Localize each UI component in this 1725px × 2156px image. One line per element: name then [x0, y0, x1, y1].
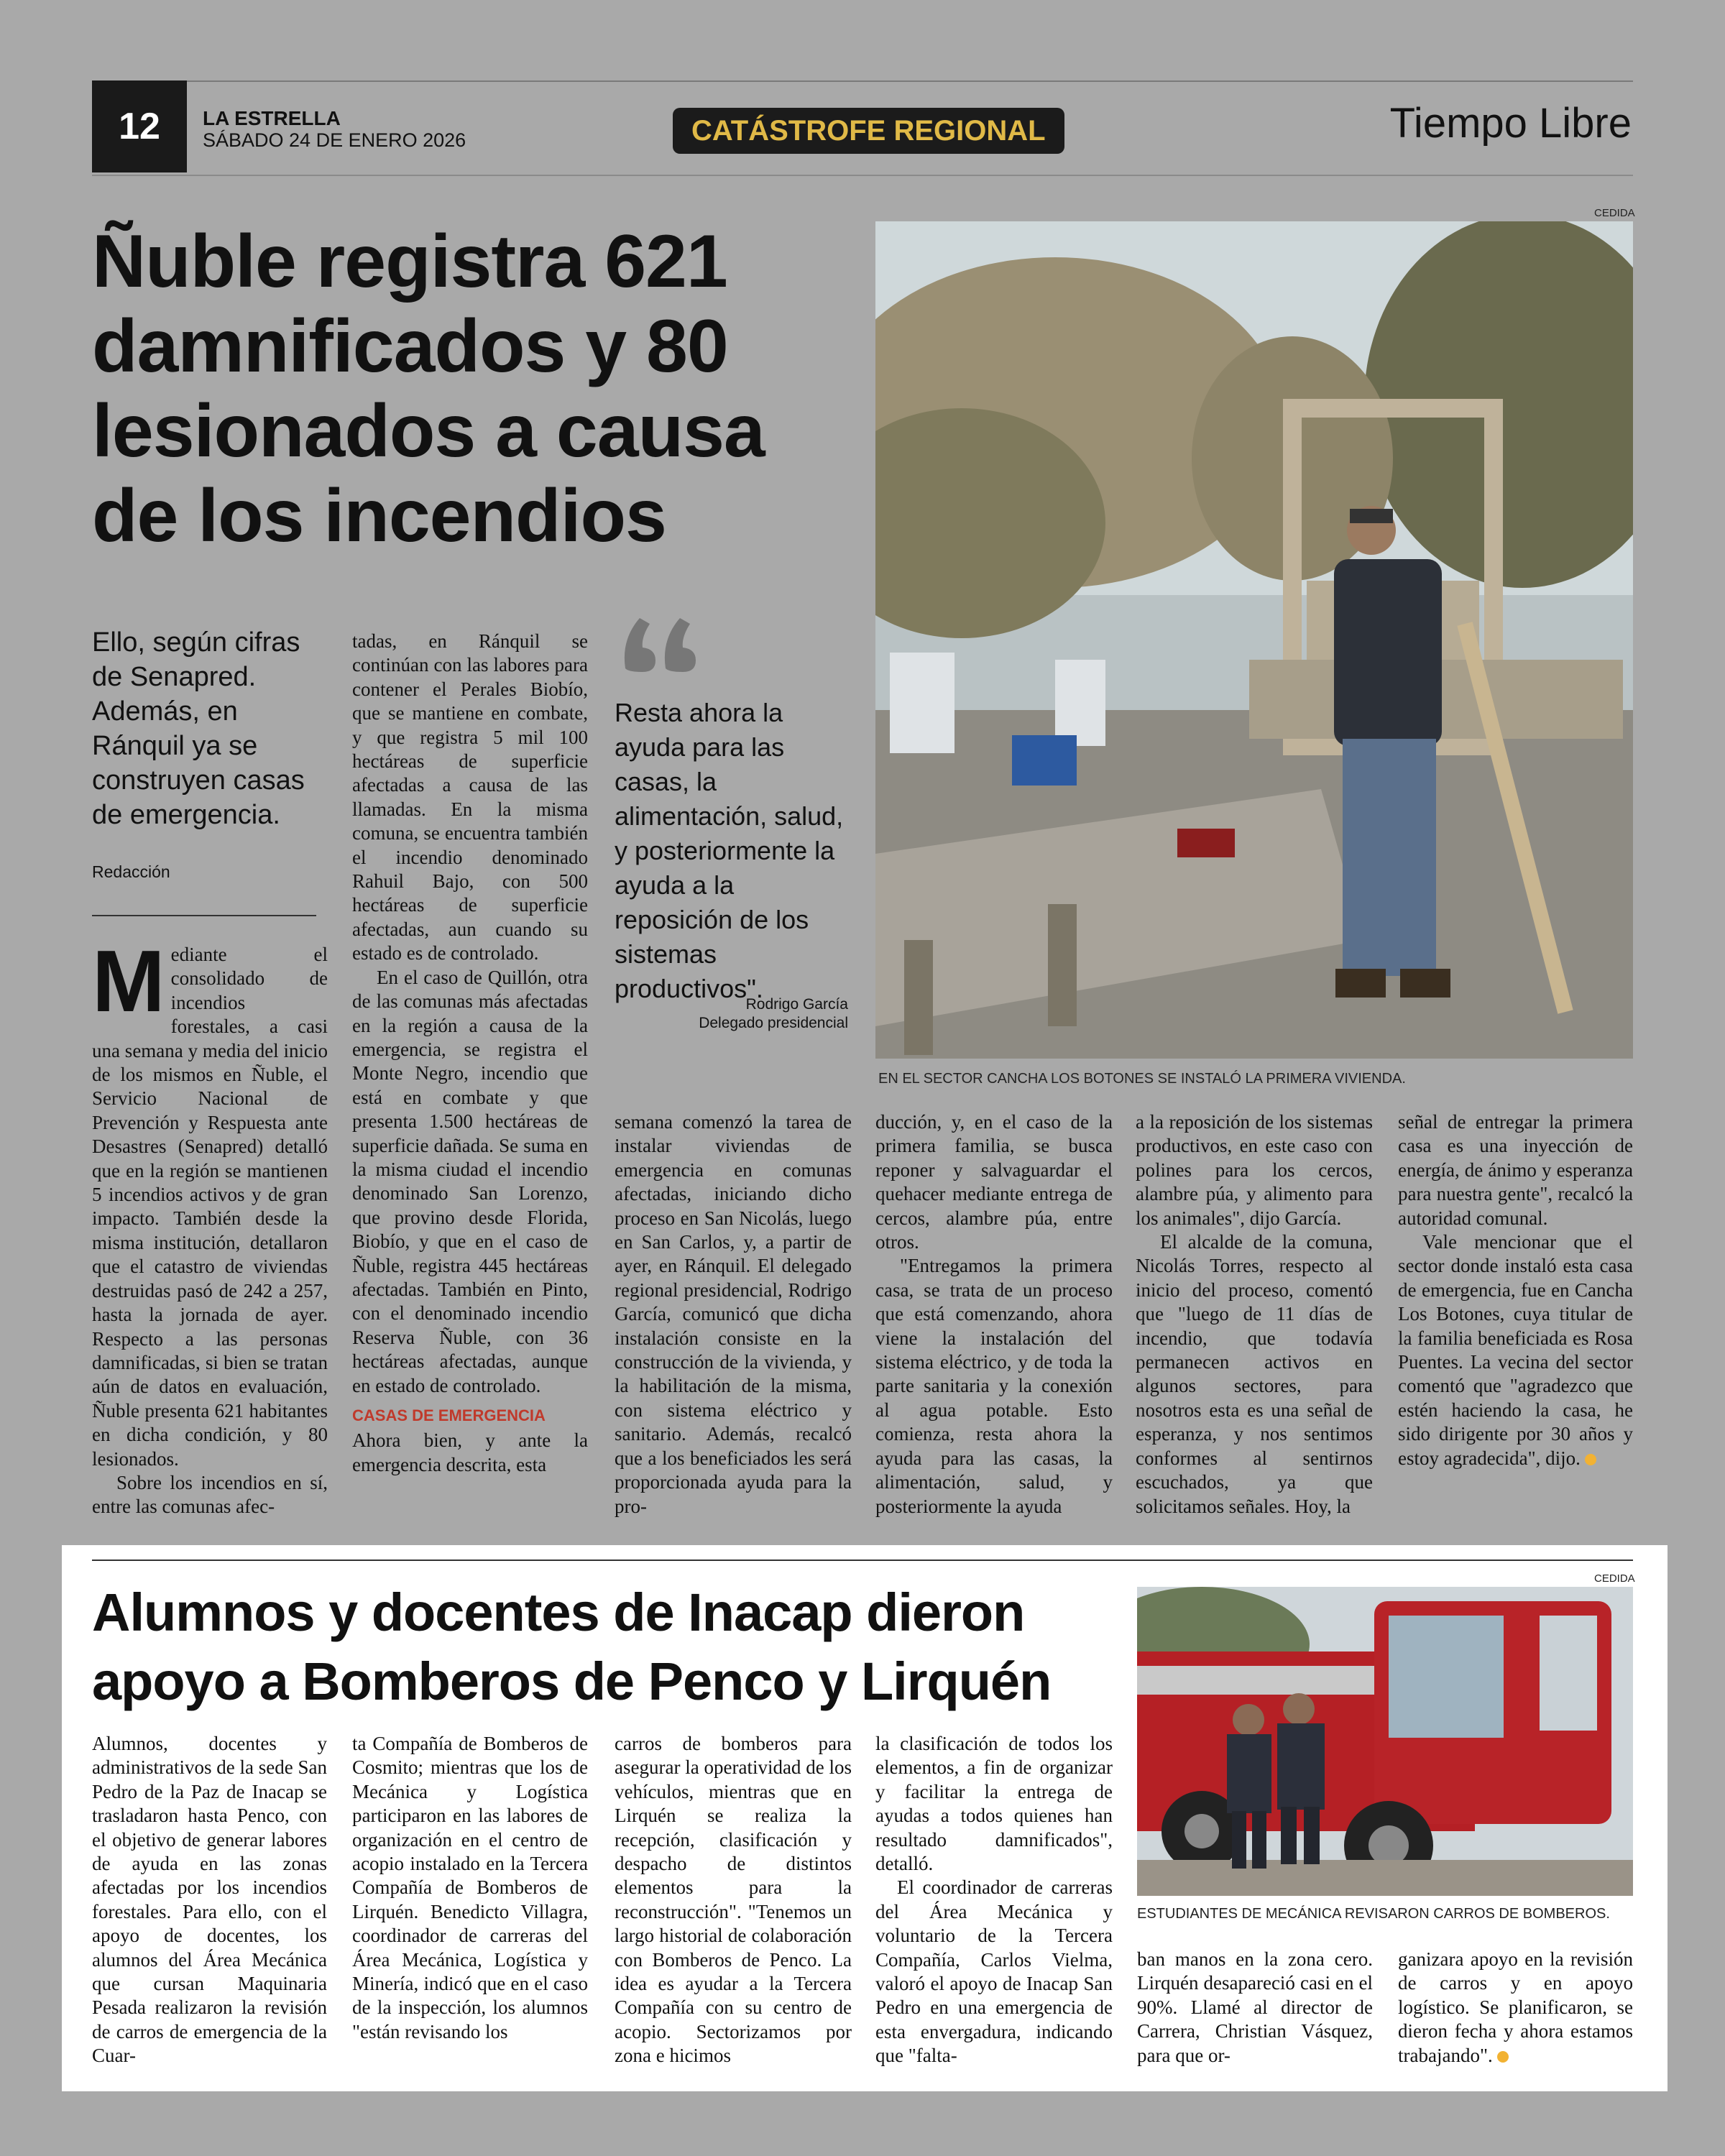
article1-paragraph: ediante el consolidado de incendios forestales, a casi una semana y media del inicio de los mismos en Ñuble, el Servicio Nacional de Prevención y Respuesta ante Desastres (Senapred) detalló que en la región se mantienen 5 incendios activos y de gran impacto. También desde la misma institución, detallaron que el catastro de viviendas destruidas pasó de 242 a 257, hasta la jornada de ayer. Respecto a las personas damnificadas, si bien se tratan aún de datos en evaluación, Ñuble presenta 621 habitantes en dicha condición, y 80 lesionados.	[92, 944, 328, 1470]
article2-paragraph: Alumnos, docentes y administrativos de la sede San Pedro de la Paz de Inacap se trasladaron hasta Penco, con el objetivo de generar labores de ayuda en las zonas afectadas por los incendios forestales. Para ello, con el apoyo de docentes, los alumnos del Área Mecánica que cursan Maquinaria Pesada realizaron la revisión de carros de emergencia de la Cuar-	[92, 1733, 327, 2067]
article1-paragraph: Vale mencionar que el sector donde instaló esta casa de emergencia, fue en Cancha Los Botones, cuya titular de la familia beneficiada es Rosa Puentes. La vecina del sector comentó que "agradezco que estén haciendo la casa, he sido dirigente por 30 años y estoy agradecida", dijo.	[1398, 1231, 1633, 1469]
article2-headline: Alumnos y docentes de Inacap dieron apoyo a Bomberos de Penco y Lirquén	[92, 1583, 1052, 1711]
article1-byline: Redacción	[92, 862, 170, 881]
article1-column-3	[615, 1110, 852, 1519]
issue-date: SÁBADO 24 DE ENERO 2026	[203, 129, 466, 151]
article2-column-5	[1137, 1948, 1373, 2068]
header-top-rule	[92, 80, 1633, 82]
photo2-credit: CEDIDA	[1594, 1572, 1635, 1585]
photo2-caption: ESTUDIANTES DE MECÁNICA REVISARON CARROS DE BOMBEROS.	[1137, 1906, 1610, 1922]
article1-paragraph: a la reposición de los sistemas productivos, en este caso con polines para los cercos, alambre púa, y alimento para los animales", dijo García.	[1136, 1111, 1373, 1229]
article1-paragraph: semana comenzó la tarea de instalar viviendas de emergencia en comunas afectadas, iniciando dicho proceso en San Nicolás, luego en San Carlos, y, a partir de ayer, en Ránquil. El delegado regional presidencial, Rodrigo García, comunicó que dicha instalación consiste en la construcción de la vivienda, y la habilitación de la misma, con sistema eléctrico y sanitario. Además, recalcó que a los beneficiados les será proporcionada ayuda para la pro-	[615, 1111, 852, 1517]
article2-column-3	[615, 1732, 852, 2068]
quote-mark-icon	[618, 600, 704, 679]
article1-lede: Ello, según cifras de Senapred. Además, en Ránquil ya se construyen casas de emergencia.	[92, 627, 305, 830]
photo1-caption: EN EL SECTOR CANCHA LOS BOTONES SE INSTALÓ LA PRIMERA VIVIENDA.	[878, 1071, 1406, 1087]
subhead: CASAS DE EMERGENCIA	[352, 1406, 546, 1424]
newspaper-name: LA ESTRELLA	[203, 107, 341, 129]
article1-paragraph: El alcalde de la comuna, Nicolás Torres, respecto al inicio del proceso, comentó que "luego de 11 días de incendio, que todavía permanecen activos en algunos sectores, para nosotros esta es una señal de esperanza, y nos sentimos conformes al sentirnos escuchados, ya que solicitamos señales. Hoy, la	[1136, 1231, 1373, 1517]
pull-quote-attribution	[699, 995, 848, 1033]
dropcap: M	[92, 932, 165, 1030]
article1-paragraph: señal de entregar la primera casa es una inyección de energía, de ánimo y esperanza para nuestra gente", recalcó la autoridad comunal.	[1398, 1111, 1633, 1229]
end-mark-icon	[1585, 1454, 1596, 1465]
article1-column-6	[1398, 1110, 1633, 1470]
header-bottom-rule	[92, 175, 1633, 176]
article1-column-5	[1136, 1110, 1373, 1519]
article1-column-4	[875, 1110, 1113, 1519]
article2-column-2	[352, 1732, 588, 2044]
article1-paragraph: En el caso de Quillón, otra de las comunas más afectadas en la región a causa de la emergencia, se registra el Monte Negro, incendio que está en combate y que presenta 1.500 hectáreas de superficie dañada. Se suma en la misma ciudad el incendio denominado San Lorenzo, que provino desde Florida, Biobío, y que en el caso de Ñuble, registra 445 hectáreas afectadas. También en Pinto, con el denominado incendio Reserva Ñuble, con 36 hectáreas afectadas, aunque en estado de controlado.	[352, 966, 588, 1396]
article1-paragraph: tadas, en Ránquil se continúan con las labores para contener el Perales Biobío, que se mantiene en combate, y que registra 5 mil 100 hectáreas de superficie afectadas a causa de las llamadas. En la misma comuna, se encuentra también el incendio denominado Rahuil Bajo, con 500 hectáreas de superficie afectadas, aun cuando su estado es de controlado.	[352, 630, 588, 964]
article1-paragraph: Sobre los incendios en sí, entre las comunas afec-	[92, 1471, 328, 1518]
byline-rule	[92, 915, 316, 916]
section-label: CATÁSTROFE REGIONAL	[673, 108, 1064, 154]
quote-author-role: Delegado presidencial	[699, 1015, 848, 1031]
article2-column-4	[875, 1732, 1113, 2068]
article2-paragraph: la clasificación de todos los elementos, a fin de organizar y facilitar la entrega de ayudas a todos quienes han resultado damnificados", detalló.	[875, 1733, 1113, 1875]
supplement-title: Tiempo Libre	[1389, 100, 1632, 147]
article1-paragraph: Ahora bien, y ante la emergencia descrita, esta	[352, 1429, 588, 1475]
end-mark-icon	[1497, 2051, 1509, 2063]
article2-column-1	[92, 1732, 327, 2068]
article2-column-6	[1398, 1948, 1633, 2068]
article1-column-2	[352, 630, 588, 1477]
article1-column-1	[92, 932, 328, 1519]
photo-fire-truck	[1137, 1587, 1633, 1896]
page-number: 12	[92, 80, 187, 172]
pull-quote: Resta ahora la ayuda para las casas, la alimentación, salud, y posteriormente la ayuda a la reposición de los sistemas productivos".	[615, 698, 844, 1003]
photo-house-construction	[875, 221, 1633, 1059]
article1-paragraph: "Entregamos la primera casa, se trata de un proceso que está comenzando, ahora viene la instalación del sistema eléctrico, y de toda la parte sanitaria y la conexión al agua potable. Esto comienza, resta ahora la ayuda para las casas, la alimentación, salud, y posteriormente la ayuda	[875, 1255, 1113, 1517]
article2-paragraph: El coordinador de carreras del Área Mecánica y voluntario de la Tercera Compañía, Carlos Vielma, valoró el apoyo de Inacap San Pedro en una emergencia de esta envergadura, indicando que "falta-	[875, 1876, 1113, 2067]
article2-top-rule	[92, 1560, 1633, 1561]
quote-author: Rodrigo García	[745, 996, 848, 1013]
article2-paragraph: ta Compañía de Bomberos de Cosmito; mientras que los de Mecánica y Logística participaron en las labores de organización en el centro de acopio instalado en la Tercera Compañía de Bomberos de Lirquén. Benedicto Villagra, coordinador de carreras del Área Mecánica, Logística y Minería, indicó que en el caso de la inspección, los alumnos "están revisando los	[352, 1733, 588, 2042]
article2-paragraph: carros de bomberos para asegurar la operatividad de los vehículos, mientras que en Lirquén se realiza la recepción, clasificación y despacho de distintos elementos para la reconstrucción". "Tenemos un largo historial de colaboración con Bomberos de Penco. La idea es ayudar a la Tercera Compañía con su centro de acopio. Sectorizamos por zona e hicimos	[615, 1733, 852, 2067]
article2-paragraph: ganizara apoyo en la revisión de carros y en apoyo logístico. Se planificaron, se dieron fecha y ahora estamos trabajando".	[1398, 1948, 1633, 2066]
photo1-credit: CEDIDA	[1594, 207, 1635, 219]
article1-paragraph: ducción, y, en el caso de la primera familia, se busca reponer y salvaguardar el quehacer mediante entrega de cercos, alambre púa, entre otros.	[875, 1111, 1113, 1253]
article2-paragraph: ban manos en la zona cero. Lirquén desapareció casi en el 90%. Llamé al director de Carrera, Christian Vásquez, para que or-	[1137, 1948, 1373, 2066]
article1-headline: Ñuble registra 621 damnificados y 80 lesionados a causa de los incendios	[92, 220, 765, 558]
